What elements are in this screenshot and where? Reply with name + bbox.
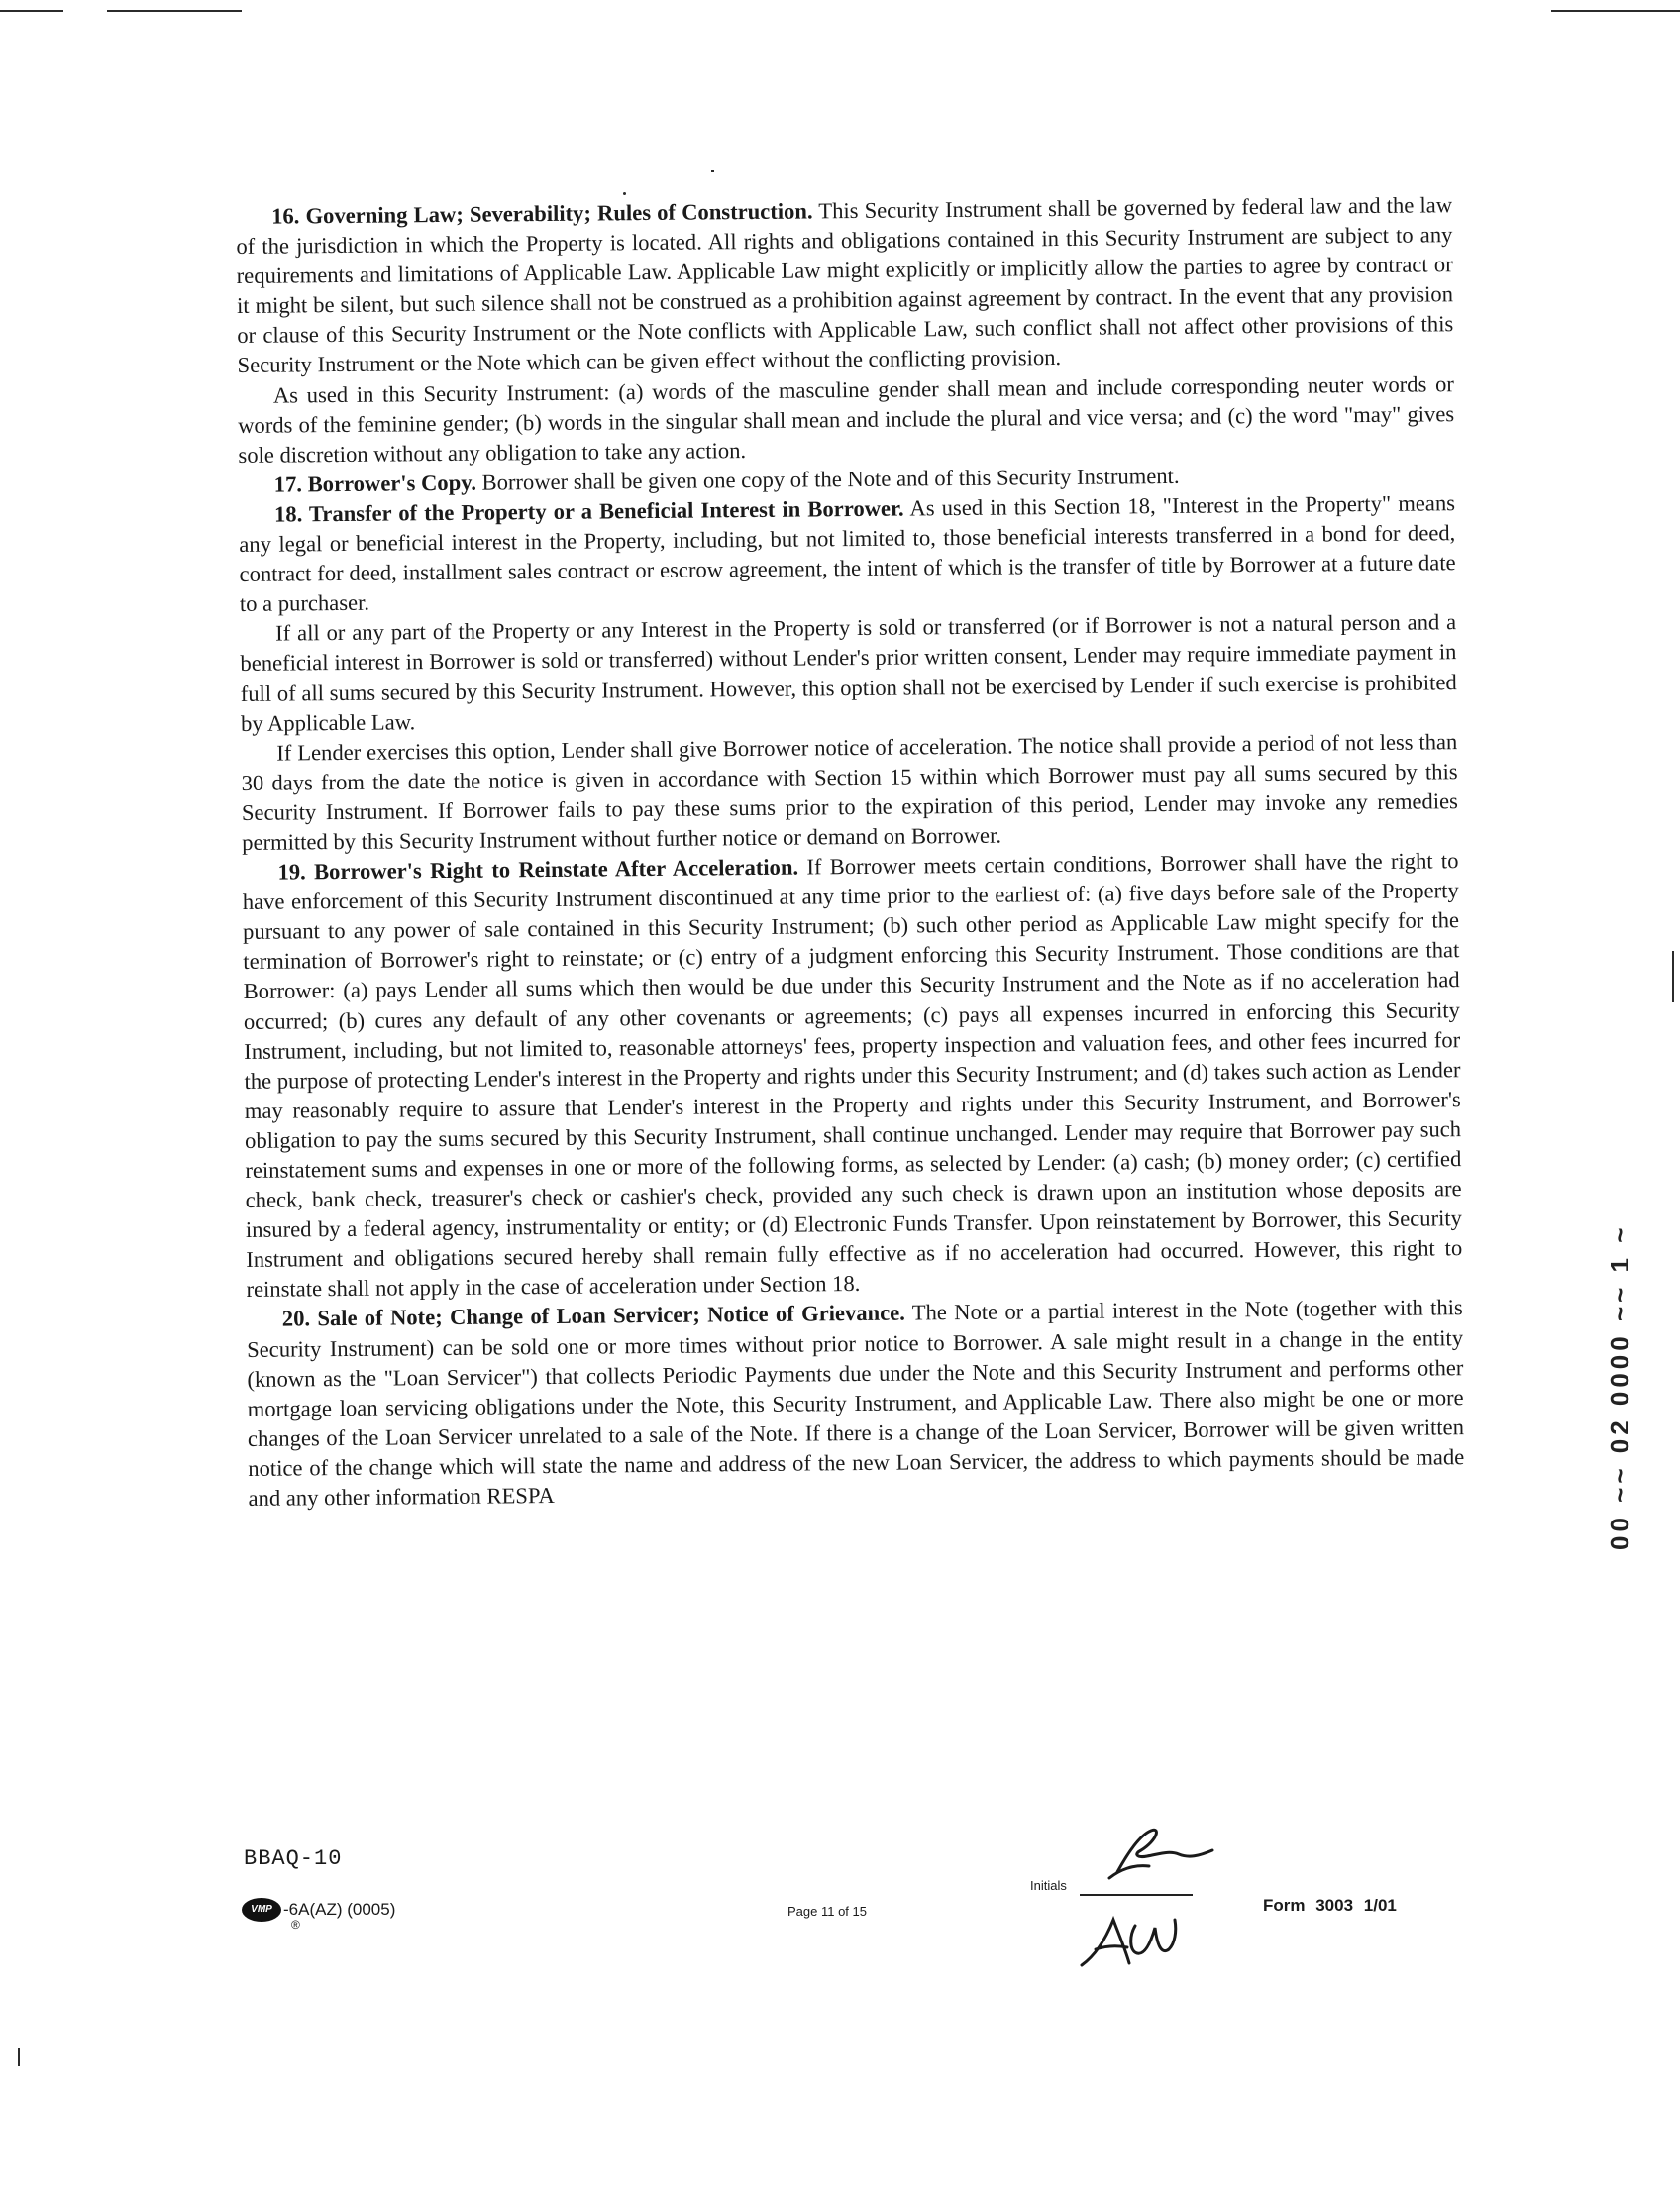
section-heading: 16. Governing Law; Severability; Rules of Construction. [271,198,813,229]
section-heading: 18. Transfer of the Property or a Beneficial Interest in Borrower. [273,495,904,527]
page-number: Page 11 of 15 [788,1904,867,1919]
scan-edge-line-mid [107,10,242,12]
section-18-paragraph: 18. Transfer of the Property or a Beneficial Interest in Borrower. As used in this Section 18, "Interest in the Property" means any legal or beneficial interest in the Property, including, but not limited to, those beneficial interests transferred in a bond for deed, contract for deed, installment sales contract or escrow agreement, the intent of which is the transfer of title by Borrower at a future date to a purchaser. [239,490,1456,617]
scan-edge-mark-right [1672,951,1674,1002]
form-number: Form 3003 1/01 [1263,1896,1397,1915]
section-heading: 20. Sale of Note; Change of Loan Servicer; Notice of Grievance. [281,1301,905,1332]
section-20-paragraph: 20. Sale of Note; Change of Loan Servicer; Notice of Grievance. The Note or a partial interest in the Note (together with this Security Instrument) can be sold one or more times without prior notice to Borrower. A sale might result in a change in the entity (known as the "Loan Servicer") that collects Periodic Payments due under the Note and this Security Instrument and performs other mortgage loan servicing obligations under the Note, this Security Instrument, and Applicable Law. There also might be one or more changes of the Loan Servicer unrelated to a sale of the Note. If there is a change of the Loan Servicer, Borrower will be given written notice of the change which will state the name and address of the new Loan Servicer, the address to which payments should be made and any other information RESPA [246,1295,1465,1511]
section-17-paragraph: 17. Borrower's Copy. Borrower shall be given one copy of the Note and of this Security Instrument. [273,463,1180,497]
section-19-paragraph: 19. Borrower's Right to Reinstate After Acceleration. If Borrower meets certain conditions, Borrower shall have the right to have enforcement of this Security Instrument discontinued at any time prior to the earliest of: (a) five days before sale of the Property pursuant to any power of sale contained in this Security Instrument; (b) such other period as Applicable Law might specify for the termination of Borrower's right to reinstate; or (c) entry of a judgment enforcing this Security Instrument. Those conditions are that Borrower: (a) pays Lender all sums which then would be due under this Security Instrument and the Note as if no acceleration had occurred; (b) cures any default of any other covenants or agreements; (c) pays all expenses incurred in enforcing this Security Instrument, including, but not limited to, reasonable attorneys' fees, property inspection and valuation fees, and other fees incurred for the purpose of protecting Lender's interest in the Property and rights under this Security Instrument; and (d) takes such action as Lender may reasonably require to assure that Lender's interest in the Property and rights under this Security Instrument, and Borrower's obligation to pay the sums secured by this Security Instrument, shall continue unchanged. Lender may require that Borrower pay such reinstatement sums and expenses in one or more of the following forms, as selected by Lender: (a) cash; (b) money order; (c) certified check, bank check, treasurer's check or cashier's check, provided any such check is drawn upon an institution whose deposits are insured by a federal agency, instrumentality or entity; or (d) Electronic Funds Transfer. Upon reinstatement by Borrower, this Security Instrument and obligations secured hereby shall remain fully effective as if no acceleration had occurred. However, this right to reinstate shall not apply in the case of acceleration under Section 18. [242,848,1463,1303]
registered-mark: ® [291,1918,300,1932]
section-18-transfer-paragraph: If all or any part of the Property or any Interest in the Property is sold or transferred (or if Borrower is not a natural person and a beneficial interest in Borrower is sold or transferred) without Lender's prior written consent, Lender may require immediate payment in full of all sums secured by this Security Instrument. However, this option shall not be exercised by Lender if such exercise is prohibited by Applicable Law. [240,609,1457,736]
initials-line [1080,1894,1193,1896]
initials-label: Initials [1030,1878,1067,1893]
initials-signature-bottom [1070,1900,1199,1979]
side-barcode-stamp [1605,1223,1634,1551]
section-heading: 19. Borrower's Right to Reinstate After Acceleration. [277,854,799,885]
scan-edge-mark-bottom-left [18,2048,20,2066]
scan-speck [623,192,626,195]
section-heading: 17. Borrower's Copy. [273,470,477,497]
form-id-text: -6A(AZ) (0005) [283,1900,396,1919]
scan-speck [711,170,714,172]
initials-signature-top [1090,1821,1238,1890]
document-code: BBAQ-10 [244,1846,343,1871]
section-18-notice-paragraph: If Lender exercises this option, Lender shall give Borrower notice of acceleration. The notice shall provide a period of not less than 30 days from the date the notice is given in accordance with Section 15 within which Borrower must pay all sums secured by this Security Instrument. If Borrower fails to pay these sums prior to the expiration of this period, Lender may invoke any remedies permitted by this Security Instrument without further notice or demand on Borrower. [241,728,1458,855]
side-stamp-text: 00 ~~ 02 0000 ~~ 1 ~ [1605,1223,1634,1550]
section-16-paragraph: 16. Governing Law; Severability; Rules of Construction. This Security Instrument shall be governed by federal law and the law of the jurisdiction in which the Property is located. All rights and obligations contained in this Security Instrument are subject to any requirements and limitations of Applicable Law. Applicable Law might explicitly or implicitly allow the parties to agree by contract or it might be silent, but such silence shall not be construed as a prohibition against agreement by contract. In the event that any provision or clause of this Security Instrument or the Note conflicts with Applicable Law, such conflict shall not affect other provisions of this Security Instrument or the Note which can be given effect without the conflicting provision. [236,192,1454,378]
vmp-logo-icon: VMP [242,1898,281,1922]
legal-body-text [236,190,1465,1514]
scan-edge-line-right [1551,10,1680,12]
scan-edge-line-left [0,10,63,12]
section-16-gender-paragraph: As used in this Security Instrument: (a) words of the masculine gender shall mean and include corresponding neuter words or words of the feminine gender; (b) words in the singular shall mean and include the plural and vice versa; and (c) the word "may" gives sole discretion without any obligation to take any action. [238,370,1455,468]
form-identifier [242,1898,396,1932]
